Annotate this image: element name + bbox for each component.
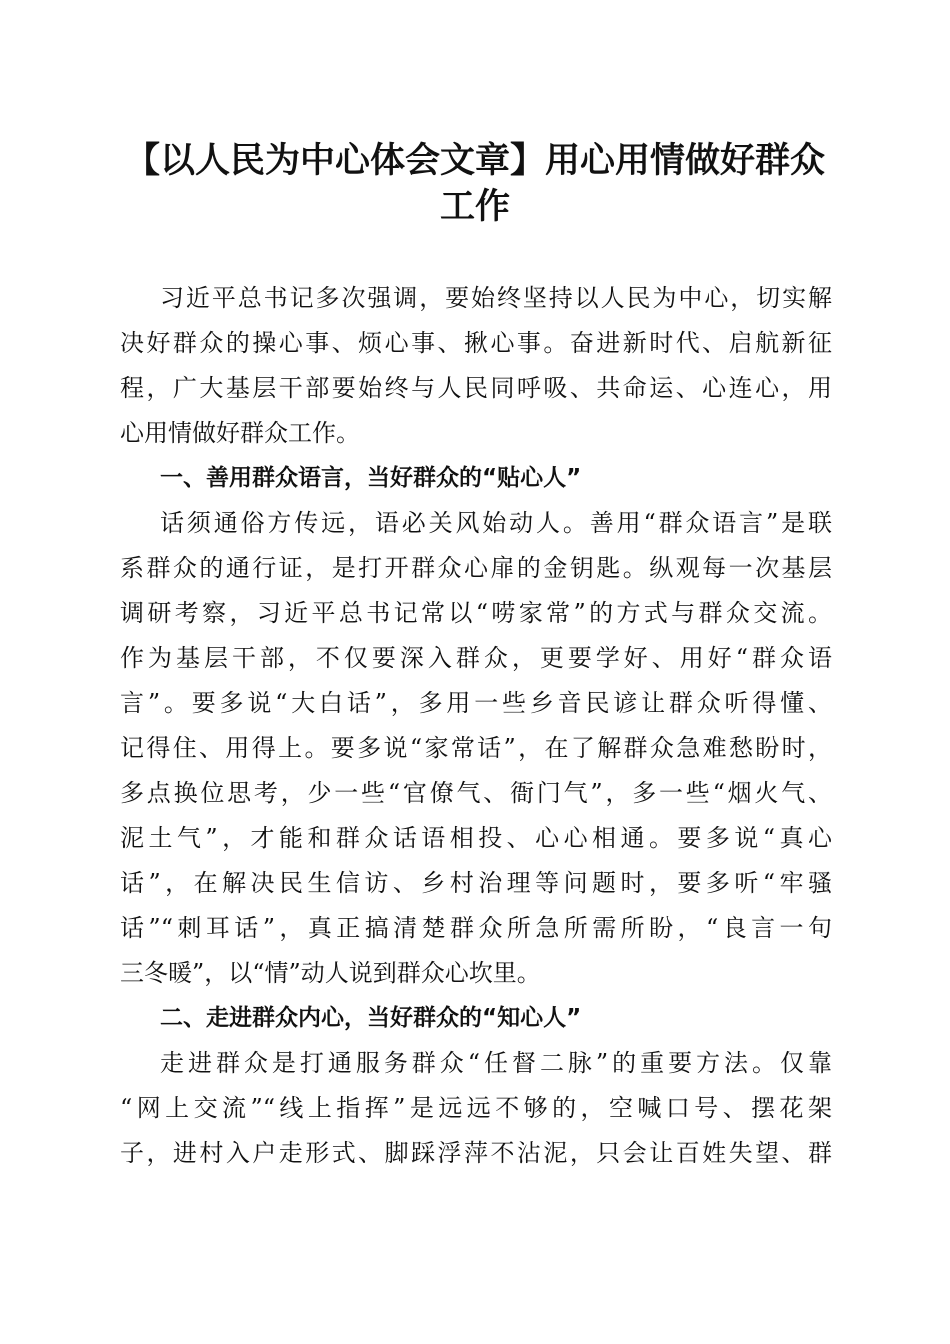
document-title-line-2: 工作 <box>439 187 510 227</box>
section-1-line: 泥土气”，才能和群众话语相投、心心相通。要多说“真心 <box>120 824 832 852</box>
section-1-line: 作为基层干部，不仅要深入群众，更要学好、用好“群众语 <box>120 644 832 672</box>
section-1-line: 系群众的通行证，是打开群众心扉的金钥匙。纵观每一次基层 <box>120 554 832 582</box>
section-1-line: 话须通俗方传远，语必关风始动人。善用“群众语言”是联 <box>160 509 832 537</box>
section-1-line: 三冬暖”，以“情”动人说到群众心坎里。 <box>120 959 541 987</box>
section-1-line: 话”“刺耳话”，真正搞清楚群众所急所需所盼，“良言一句 <box>120 914 832 942</box>
section-1-line: 调研考察，习近平总书记常以“唠家常”的方式与群众交流。 <box>120 599 832 627</box>
section-2-line: 子，进村入户走形式、脚踩浮萍不沾泥，只会让百姓失望、群 <box>120 1139 832 1167</box>
section-1-heading: 一、善用群众语言，当好群众的“贴心人” <box>160 465 582 491</box>
section-1-line: 言”。要多说“大白话”，多用一些乡音民谚让群众听得懂、 <box>120 689 832 717</box>
document-title-line-1: 【以人民为中心体会文章】用心用情做好群众 <box>124 141 825 181</box>
intro-line: 习近平总书记多次强调，要始终坚持以人民为中心，切实解 <box>160 284 832 312</box>
intro-line: 心用情做好群众工作。 <box>120 419 360 447</box>
section-2-heading: 二、走进群众内心，当好群众的“知心人” <box>160 1005 582 1031</box>
section-1-line: 话”，在解决民生信访、乡村治理等问题时，要多听“牢骚 <box>120 869 832 897</box>
section-2-line: 走进群众是打通服务群众“任督二脉”的重要方法。仅靠 <box>160 1049 832 1077</box>
section-1-line: 记得住、用得上。要多说“家常话”，在了解群众急难愁盼时， <box>120 734 832 762</box>
intro-line: 程，广大基层干部要始终与人民同呼吸、共命运、心连心，用 <box>120 374 832 402</box>
section-2-line: “网上交流”“线上指挥”是远远不够的，空喊口号、摆花架 <box>120 1094 832 1122</box>
section-1-line: 多点换位思考，少一些“官僚气、衙门气”，多一些“烟火气、 <box>120 779 832 807</box>
intro-line: 决好群众的操心事、烦心事、揪心事。奋进新时代、启航新征 <box>120 329 832 357</box>
